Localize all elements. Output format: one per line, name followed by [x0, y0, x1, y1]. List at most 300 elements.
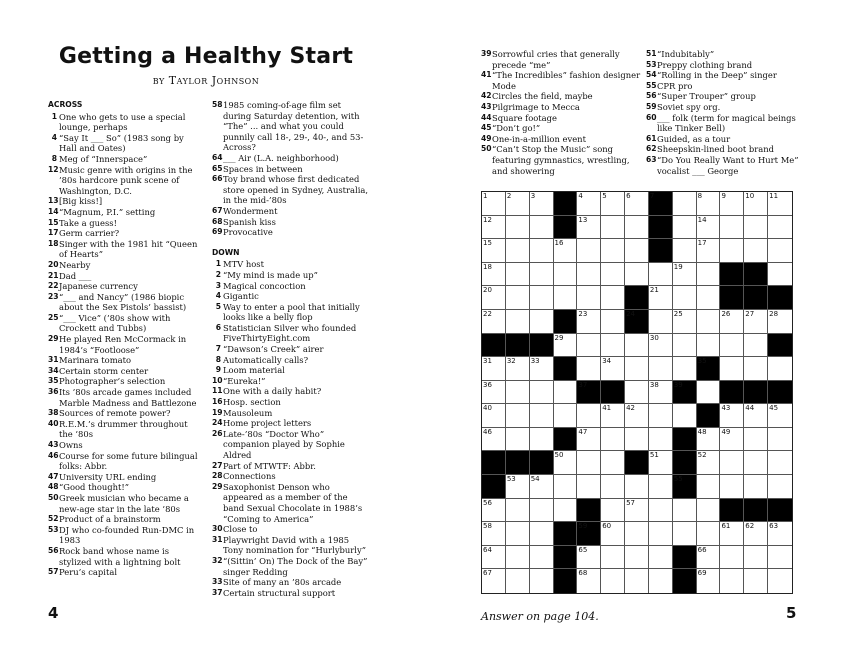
clue-text: Provocative: [223, 227, 273, 238]
grid-cell[interactable]: [482, 263, 506, 287]
clue-column-1: [48, 100, 200, 578]
grid-cell[interactable]: [697, 192, 721, 216]
clue-text: Spaces in between: [223, 163, 303, 174]
grid-cell[interactable]: [768, 263, 792, 287]
clue-text: Certain storm center: [59, 365, 149, 376]
clue-item: [48, 165, 200, 197]
grid-cell[interactable]: [720, 310, 744, 334]
grid-cell[interactable]: [649, 404, 673, 428]
grid-cell[interactable]: [554, 499, 578, 523]
black-square: [625, 310, 649, 334]
clue-item: [212, 302, 370, 323]
grid-cell[interactable]: [768, 310, 792, 334]
clue-text: Germ carrier?: [59, 228, 120, 239]
grid-cell[interactable]: [697, 428, 721, 452]
cell-number: 8: [697, 192, 703, 200]
grid-cell[interactable]: [697, 381, 721, 405]
clue-number: 43: [481, 101, 492, 111]
grid-cell[interactable]: [625, 404, 649, 428]
grid-cell[interactable]: [625, 428, 649, 452]
cell-number: 18: [483, 262, 492, 271]
clue-text: “Dawson’s Creek” airer: [223, 344, 324, 355]
grid-cell[interactable]: [697, 475, 721, 499]
grid-cell[interactable]: [625, 499, 649, 523]
grid-cell[interactable]: [601, 334, 625, 358]
cell-number: 69: [697, 569, 707, 578]
black-square: [697, 357, 721, 381]
grid-cell[interactable]: [506, 404, 530, 428]
grid-cell[interactable]: [482, 192, 506, 216]
grid-cell[interactable]: [577, 357, 601, 381]
grid-cell[interactable]: [673, 404, 697, 428]
grid-cell[interactable]: [530, 381, 554, 405]
grid-cell[interactable]: [506, 522, 530, 546]
grid-cell[interactable]: [649, 499, 673, 523]
grid-cell[interactable]: [768, 546, 792, 570]
black-square: [673, 546, 697, 570]
grid-cell[interactable]: [768, 216, 792, 240]
clue-number: 29: [212, 481, 223, 491]
grid-cell[interactable]: [482, 404, 506, 428]
grid-cell[interactable]: [577, 451, 601, 475]
grid-cell[interactable]: [673, 286, 697, 310]
grid-cell[interactable]: [768, 357, 792, 381]
clue-item: [212, 365, 370, 376]
grid-cell[interactable]: [697, 239, 721, 263]
clue-item: [212, 556, 370, 577]
clue-item: [48, 366, 200, 377]
grid-cell[interactable]: [720, 475, 744, 499]
grid-cell[interactable]: [649, 263, 673, 287]
clue-item: [48, 228, 200, 239]
grid-cell[interactable]: [530, 263, 554, 287]
black-square: [673, 569, 697, 593]
grid-cell[interactable]: [744, 546, 768, 570]
grid-cell[interactable]: [720, 404, 744, 428]
grid-cell[interactable]: [625, 239, 649, 263]
grid-cell[interactable]: [530, 286, 554, 310]
grid-cell[interactable]: [577, 569, 601, 593]
clue-number: 29: [48, 334, 59, 344]
clue-item: [48, 133, 200, 154]
clue-item: [48, 376, 200, 387]
grid-cell[interactable]: [768, 475, 792, 499]
grid-cell[interactable]: [601, 357, 625, 381]
clue-item: [646, 49, 808, 60]
grid-cell[interactable]: [506, 546, 530, 570]
clue-item: [646, 91, 808, 102]
grid-cell[interactable]: [625, 334, 649, 358]
grid-cell[interactable]: [744, 216, 768, 240]
grid-cell[interactable]: [720, 451, 744, 475]
clue-column-2: [212, 100, 370, 598]
clue-item: [48, 525, 200, 546]
clue-text: Greek musician who became a new-age star in the late ’80s: [59, 492, 189, 514]
clue-item: [48, 196, 200, 207]
grid-cell[interactable]: [625, 263, 649, 287]
grid-cell[interactable]: [482, 522, 506, 546]
grid-cell[interactable]: [482, 286, 506, 310]
grid-cell[interactable]: [768, 404, 792, 428]
grid-cell[interactable]: [554, 404, 578, 428]
puzzle-byline: by Taylor Johnson: [152, 74, 260, 87]
grid-cell[interactable]: [601, 499, 625, 523]
cell-number: 26: [721, 309, 731, 318]
clue-item: [212, 386, 370, 397]
black-square: [554, 428, 578, 452]
grid-cell[interactable]: [720, 357, 744, 381]
clue-number: 15: [48, 217, 59, 227]
grid-cell[interactable]: [577, 239, 601, 263]
grid-cell[interactable]: [601, 569, 625, 593]
clue-text: “Don’t go!”: [492, 123, 541, 134]
grid-cell[interactable]: [530, 546, 554, 570]
grid-cell[interactable]: [720, 569, 744, 593]
grid-cell[interactable]: [720, 428, 744, 452]
clue-item: [48, 355, 200, 366]
cell-number: 51: [649, 451, 659, 460]
grid-cell[interactable]: [601, 404, 625, 428]
grid-cell[interactable]: [697, 522, 721, 546]
grid-cell[interactable]: [744, 569, 768, 593]
cell-number: 30: [649, 333, 659, 342]
cell-number: 4: [578, 192, 583, 200]
grid-cell[interactable]: [601, 239, 625, 263]
black-square: [768, 334, 792, 358]
clue-number: 7: [215, 344, 221, 354]
cell-number: 6: [626, 192, 631, 200]
clue-text: Spanish kiss: [223, 216, 276, 227]
clue-item: [212, 344, 370, 355]
clue-text: “Magnum, P.I.” setting: [59, 206, 156, 217]
grid-cell[interactable]: [625, 381, 649, 405]
clue-text: Gigantic: [223, 291, 259, 302]
clue-text: ___ folk (term for magical beings like Tinker Bell): [657, 112, 796, 134]
grid-cell[interactable]: [601, 428, 625, 452]
grid-cell[interactable]: [673, 239, 697, 263]
grid-cell[interactable]: [506, 499, 530, 523]
clue-number: 44: [481, 112, 492, 122]
grid-cell[interactable]: [506, 263, 530, 287]
cell-number: 57: [626, 498, 635, 507]
clue-number: 12: [48, 164, 59, 174]
grid-cell[interactable]: [554, 381, 578, 405]
grid-cell[interactable]: [720, 192, 744, 216]
grid-cell[interactable]: [649, 286, 673, 310]
grid-cell[interactable]: [744, 475, 768, 499]
grid-cell[interactable]: [744, 192, 768, 216]
clue-text: Sorrowful cries that generally precede “me”: [492, 49, 620, 70]
grid-cell[interactable]: [697, 310, 721, 334]
grid-cell[interactable]: [649, 381, 673, 405]
black-square: [530, 334, 554, 358]
grid-cell[interactable]: [530, 522, 554, 546]
clue-text: Statistician Silver who founded FiveThirtyEight.com: [223, 322, 357, 344]
grid-cell[interactable]: [482, 357, 506, 381]
grid-cell[interactable]: [744, 404, 768, 428]
grid-cell[interactable]: [601, 310, 625, 334]
grid-cell[interactable]: [601, 522, 625, 546]
clue-item: [481, 49, 641, 70]
grid-cell[interactable]: [530, 569, 554, 593]
clue-text: Guided, as a tour: [657, 133, 731, 144]
cell-number: 58: [483, 522, 492, 531]
clue-text: Dad ___: [59, 270, 92, 281]
grid-cell[interactable]: [649, 334, 673, 358]
clue-number: 40: [48, 418, 59, 428]
grid-cell[interactable]: [673, 334, 697, 358]
grid-cell[interactable]: [649, 357, 673, 381]
grid-cell[interactable]: [649, 546, 673, 570]
cell-number: 64: [483, 545, 492, 554]
grid-cell[interactable]: [649, 569, 673, 593]
grid-cell[interactable]: [720, 546, 744, 570]
grid-cell[interactable]: [482, 239, 506, 263]
grid-cell[interactable]: [673, 216, 697, 240]
clue-item: [48, 419, 200, 440]
grid-cell[interactable]: [506, 216, 530, 240]
clue-item: [212, 164, 370, 175]
grid-cell[interactable]: [768, 192, 792, 216]
grid-cell[interactable]: [697, 546, 721, 570]
grid-cell[interactable]: [506, 192, 530, 216]
crossword-grid[interactable]: [481, 191, 793, 594]
grid-cell[interactable]: [673, 522, 697, 546]
grid-cell[interactable]: [649, 475, 673, 499]
grid-cell[interactable]: [744, 357, 768, 381]
clue-text: Course for some future bilingual folks: Abbr.: [59, 450, 198, 472]
black-square: [697, 404, 721, 428]
grid-cell[interactable]: [601, 546, 625, 570]
clue-text: Magical concoction: [223, 280, 306, 291]
clue-item: [481, 134, 641, 145]
grid-cell[interactable]: [601, 216, 625, 240]
clue-number: 64: [212, 152, 223, 162]
black-square: [744, 499, 768, 523]
grid-cell[interactable]: [506, 357, 530, 381]
grid-cell[interactable]: [744, 239, 768, 263]
grid-cell[interactable]: [554, 475, 578, 499]
grid-cell[interactable]: [530, 357, 554, 381]
clue-item: [212, 259, 370, 270]
black-square: [506, 451, 530, 475]
clue-number: 22: [48, 281, 59, 291]
grid-cell[interactable]: [720, 239, 744, 263]
grid-cell[interactable]: [577, 192, 601, 216]
clue-text: “Indubitably”: [657, 49, 715, 59]
grid-cell[interactable]: [649, 310, 673, 334]
clue-item: [48, 472, 200, 483]
grid-cell[interactable]: [601, 451, 625, 475]
grid-cell[interactable]: [577, 334, 601, 358]
grid-cell[interactable]: [649, 522, 673, 546]
grid-cell[interactable]: [601, 263, 625, 287]
grid-cell[interactable]: [649, 451, 673, 475]
grid-cell[interactable]: [601, 475, 625, 499]
clue-text: 1985 coming-of-age film set during Saturday detention, with “The” ... and what you could punnily call 18-, 29-, 40-, and 53-Across?: [223, 100, 364, 153]
grid-cell[interactable]: [506, 428, 530, 452]
clue-number: 60: [646, 112, 657, 122]
clue-text: “My mind is made up”: [223, 269, 318, 280]
grid-cell[interactable]: [482, 428, 506, 452]
grid-cell[interactable]: [625, 546, 649, 570]
grid-cell[interactable]: [482, 499, 506, 523]
cell-number: 45: [769, 404, 779, 413]
clue-item: [212, 577, 370, 588]
clue-number: 45: [481, 123, 492, 133]
grid-cell[interactable]: [530, 216, 554, 240]
grid-cell[interactable]: [601, 286, 625, 310]
grid-cell[interactable]: [482, 216, 506, 240]
grid-cell[interactable]: [530, 404, 554, 428]
grid-cell[interactable]: [768, 522, 792, 546]
clue-number: 27: [212, 460, 223, 470]
grid-cell[interactable]: [554, 451, 578, 475]
grid-cell[interactable]: [506, 381, 530, 405]
clue-text: Square footage: [492, 112, 557, 123]
cell-number: 13: [578, 215, 588, 224]
clue-number: 19: [212, 407, 223, 417]
grid-cell[interactable]: [744, 451, 768, 475]
grid-cell[interactable]: [577, 216, 601, 240]
grid-cell[interactable]: [482, 381, 506, 405]
clue-text: [Big kiss!]: [59, 196, 103, 207]
clue-text: Late-’80s “Doctor Who” companion played by Sophie Aldred: [223, 428, 345, 460]
grid-cell[interactable]: [506, 310, 530, 334]
grid-cell[interactable]: [625, 216, 649, 240]
cell-number: 35: [697, 357, 707, 366]
cell-number: 54: [530, 475, 540, 484]
grid-cell[interactable]: [625, 192, 649, 216]
clue-text: Home project letters: [223, 418, 312, 429]
grid-cell[interactable]: [601, 192, 625, 216]
grid-cell[interactable]: [530, 475, 554, 499]
grid-cell[interactable]: [744, 522, 768, 546]
grid-cell[interactable]: [625, 475, 649, 499]
grid-cell[interactable]: [625, 522, 649, 546]
grid-cell[interactable]: [530, 239, 554, 263]
grid-cell[interactable]: [506, 569, 530, 593]
grid-cell[interactable]: [768, 239, 792, 263]
grid-cell[interactable]: [577, 428, 601, 452]
grid-cell[interactable]: [625, 357, 649, 381]
black-square: [554, 192, 578, 216]
grid-cell[interactable]: [744, 334, 768, 358]
grid-cell[interactable]: [554, 263, 578, 287]
clue-item: [212, 355, 370, 366]
grid-cell[interactable]: [673, 263, 697, 287]
grid-cell[interactable]: [577, 404, 601, 428]
grid-cell[interactable]: [768, 569, 792, 593]
grid-cell[interactable]: [673, 310, 697, 334]
clue-number: 1: [51, 111, 57, 121]
clue-number: 47: [48, 471, 59, 481]
cell-number: 31: [483, 357, 492, 366]
clue-text: Pilgrimage to Mecca: [492, 101, 580, 112]
black-square: [482, 334, 506, 358]
grid-cell[interactable]: [530, 428, 554, 452]
cell-number: 47: [578, 427, 588, 436]
grid-cell[interactable]: [697, 263, 721, 287]
cell-number: 25: [673, 309, 683, 318]
clue-number: 17: [48, 228, 59, 238]
grid-cell[interactable]: [577, 310, 601, 334]
grid-cell[interactable]: [673, 357, 697, 381]
clue-item: [646, 113, 808, 134]
grid-cell[interactable]: [744, 310, 768, 334]
grid-cell[interactable]: [697, 451, 721, 475]
clue-item: [646, 60, 808, 71]
grid-cell[interactable]: [697, 569, 721, 593]
grid-cell[interactable]: [506, 286, 530, 310]
clue-text: Photographer’s selection: [59, 376, 166, 387]
cell-number: 7: [649, 192, 655, 200]
clue-text: Connections: [223, 471, 276, 482]
clue-item: [48, 239, 200, 260]
grid-cell[interactable]: [506, 475, 530, 499]
grid-cell[interactable]: [482, 310, 506, 334]
clue-text: Wonderment: [223, 205, 278, 216]
grid-cell[interactable]: [768, 428, 792, 452]
grid-cell[interactable]: [697, 286, 721, 310]
grid-cell[interactable]: [577, 546, 601, 570]
cell-number: 24: [626, 309, 635, 318]
grid-cell[interactable]: [482, 546, 506, 570]
grid-cell[interactable]: [554, 286, 578, 310]
grid-cell[interactable]: [554, 334, 578, 358]
across-header: ACROSS: [48, 100, 83, 109]
clue-item: [212, 429, 370, 461]
clue-text: Toy brand whose first dedicated store opened in Sydney, Australia, in the mid-’80s: [223, 174, 369, 206]
grid-cell[interactable]: [744, 428, 768, 452]
grid-cell[interactable]: [530, 310, 554, 334]
grid-cell[interactable]: [506, 239, 530, 263]
clue-number: 2: [215, 269, 221, 279]
clue-number: 54: [646, 70, 657, 80]
grid-cell[interactable]: [720, 334, 744, 358]
black-square: [530, 451, 554, 475]
cell-number: 2: [506, 192, 512, 200]
grid-cell[interactable]: [554, 239, 578, 263]
grid-cell[interactable]: [577, 286, 601, 310]
grid-cell[interactable]: [697, 499, 721, 523]
grid-cell[interactable]: [625, 569, 649, 593]
grid-cell[interactable]: [697, 216, 721, 240]
grid-cell[interactable]: [720, 216, 744, 240]
grid-cell[interactable]: [649, 428, 673, 452]
grid-cell[interactable]: [577, 263, 601, 287]
grid-cell[interactable]: [530, 499, 554, 523]
clue-item: [212, 588, 370, 599]
grid-cell[interactable]: [768, 451, 792, 475]
clue-text: Take a guess!: [59, 217, 117, 228]
grid-cell[interactable]: [530, 192, 554, 216]
grid-cell[interactable]: [673, 499, 697, 523]
grid-cell[interactable]: [697, 334, 721, 358]
grid-cell[interactable]: [482, 569, 506, 593]
clue-number: 65: [212, 163, 223, 173]
clue-item: [212, 100, 370, 153]
clue-text: Saxophonist Denson who appeared as a member of the band Sexual Chocolate in 1988’s “Coming to America”: [223, 481, 363, 524]
clue-number: 4: [215, 291, 221, 301]
grid-cell[interactable]: [673, 192, 697, 216]
grid-cell[interactable]: [720, 522, 744, 546]
grid-cell[interactable]: [577, 475, 601, 499]
black-square: [673, 475, 697, 499]
clue-item: [48, 514, 200, 525]
clue-number: 31: [48, 355, 59, 365]
clue-text: Preppy clothing brand: [657, 59, 753, 70]
